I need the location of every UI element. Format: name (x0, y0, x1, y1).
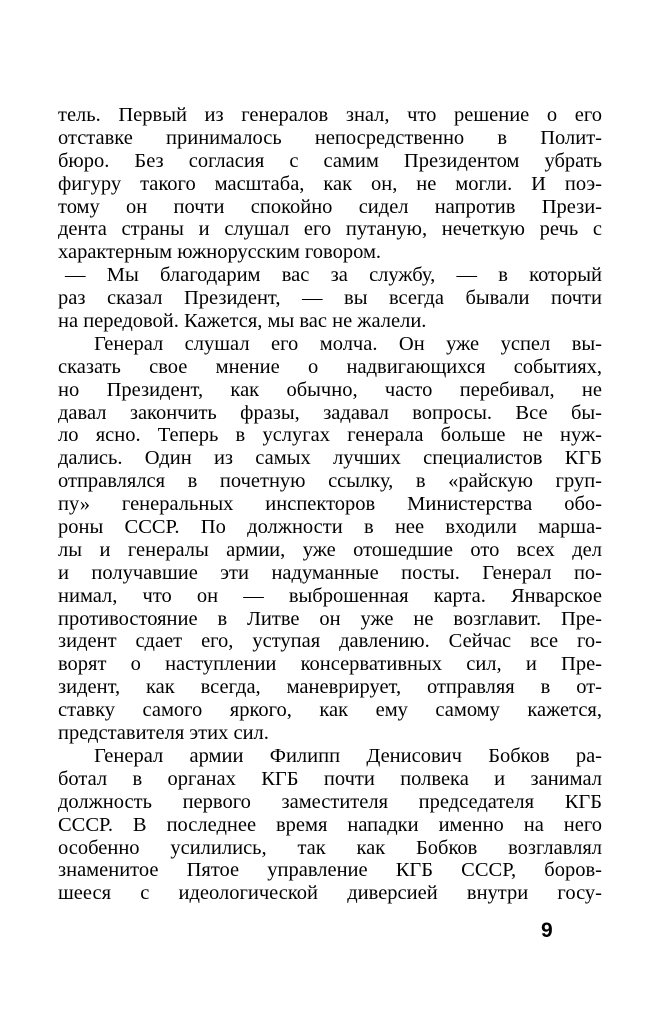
page-number: 9 (541, 919, 553, 942)
text-line: противостояние в Литве он уже не возглавит. Пре- (58, 607, 602, 630)
text-line: тому он почти спокойно сидел напротив Прези- (58, 195, 602, 218)
text-line: отставке принималось непосредственно в Полит- (58, 126, 602, 149)
text-line: зидент, как всегда, маневрирует, отправляя в от- (58, 676, 602, 699)
text-line: тель. Первый из генералов знал, что решение о его (58, 104, 602, 126)
text-line: ботал в органах КГБ почти полвека и занимал (58, 767, 602, 790)
paragraph (58, 333, 602, 745)
text-block (58, 104, 602, 905)
text-line: дались. Один из самых лучших специалистов КГБ (58, 447, 602, 470)
text-line: ставку самого яркого, как ему самому кажется, (58, 699, 602, 722)
text-line: фигуру такого масштаба, как он, не могли. И поэ- (58, 172, 602, 195)
text-line: нимал, что он — выброшенная карта. Январское (58, 584, 602, 607)
text-line: бюро. Без согласия с самим Президентом убрать (58, 149, 602, 172)
text-line: но Президент, как обычно, часто перебивал, не (58, 378, 602, 401)
text-line: Генерал армии Филипп Денисович Бобков ра- (94, 744, 602, 767)
text-line: ло ясно. Теперь в услугах генерала больше не нуж- (58, 424, 602, 447)
paragraph (58, 264, 602, 333)
text-line: знаменитое Пятое управление КГБ СССР, боров- (58, 859, 602, 882)
text-line: зидент сдает его, уступая давлению. Сейчас все го- (58, 630, 602, 653)
text-line: пу» генеральных инспекторов Министерства обо- (58, 493, 602, 516)
text-line: раз сказал Президент, — вы всегда бывали почти (58, 287, 602, 310)
text-line: ворят о наступлении консервативных сил, и Пре- (58, 653, 602, 676)
paragraph (58, 745, 602, 905)
text-line: сказать свое мнение о надвигающихся событиях, (58, 355, 602, 378)
text-line: роны СССР. По должности в нее входили марша- (58, 516, 602, 539)
text-line: и получавшие эти надуманные посты. Генерал по- (58, 561, 602, 584)
text-line: Генерал слушал его молча. Он уже успел вы- (94, 332, 602, 355)
text-line: должность первого заместителя председателя КГБ (58, 790, 602, 813)
text-line: на передовой. Кажется, мы вас не жалели. (58, 310, 427, 333)
text-line: СССР. В последнее время нападки именно на него (58, 813, 602, 836)
text-line: характерным южнорусским говором. (58, 241, 382, 264)
text-line: — Мы благодарим вас за службу, — в который (65, 264, 602, 287)
text-line: лы и генералы армии, уже отошедшие ото всех дел (58, 538, 602, 561)
text-line: отправлялся в почетную ссылку, в «райскую груп- (58, 470, 602, 493)
text-line: особенно усилились, так как Бобков возглавлял (58, 836, 602, 859)
paragraph (58, 104, 602, 264)
text-line: давал закончить фразы, задавал вопросы. Все бы- (58, 401, 602, 424)
text-line: дента страны и слушал его путаную, нечеткую речь с (58, 218, 602, 241)
text-line: шееся с идеологической диверсией внутри госу- (58, 882, 602, 905)
text-line: представителя этих сил. (58, 722, 269, 745)
